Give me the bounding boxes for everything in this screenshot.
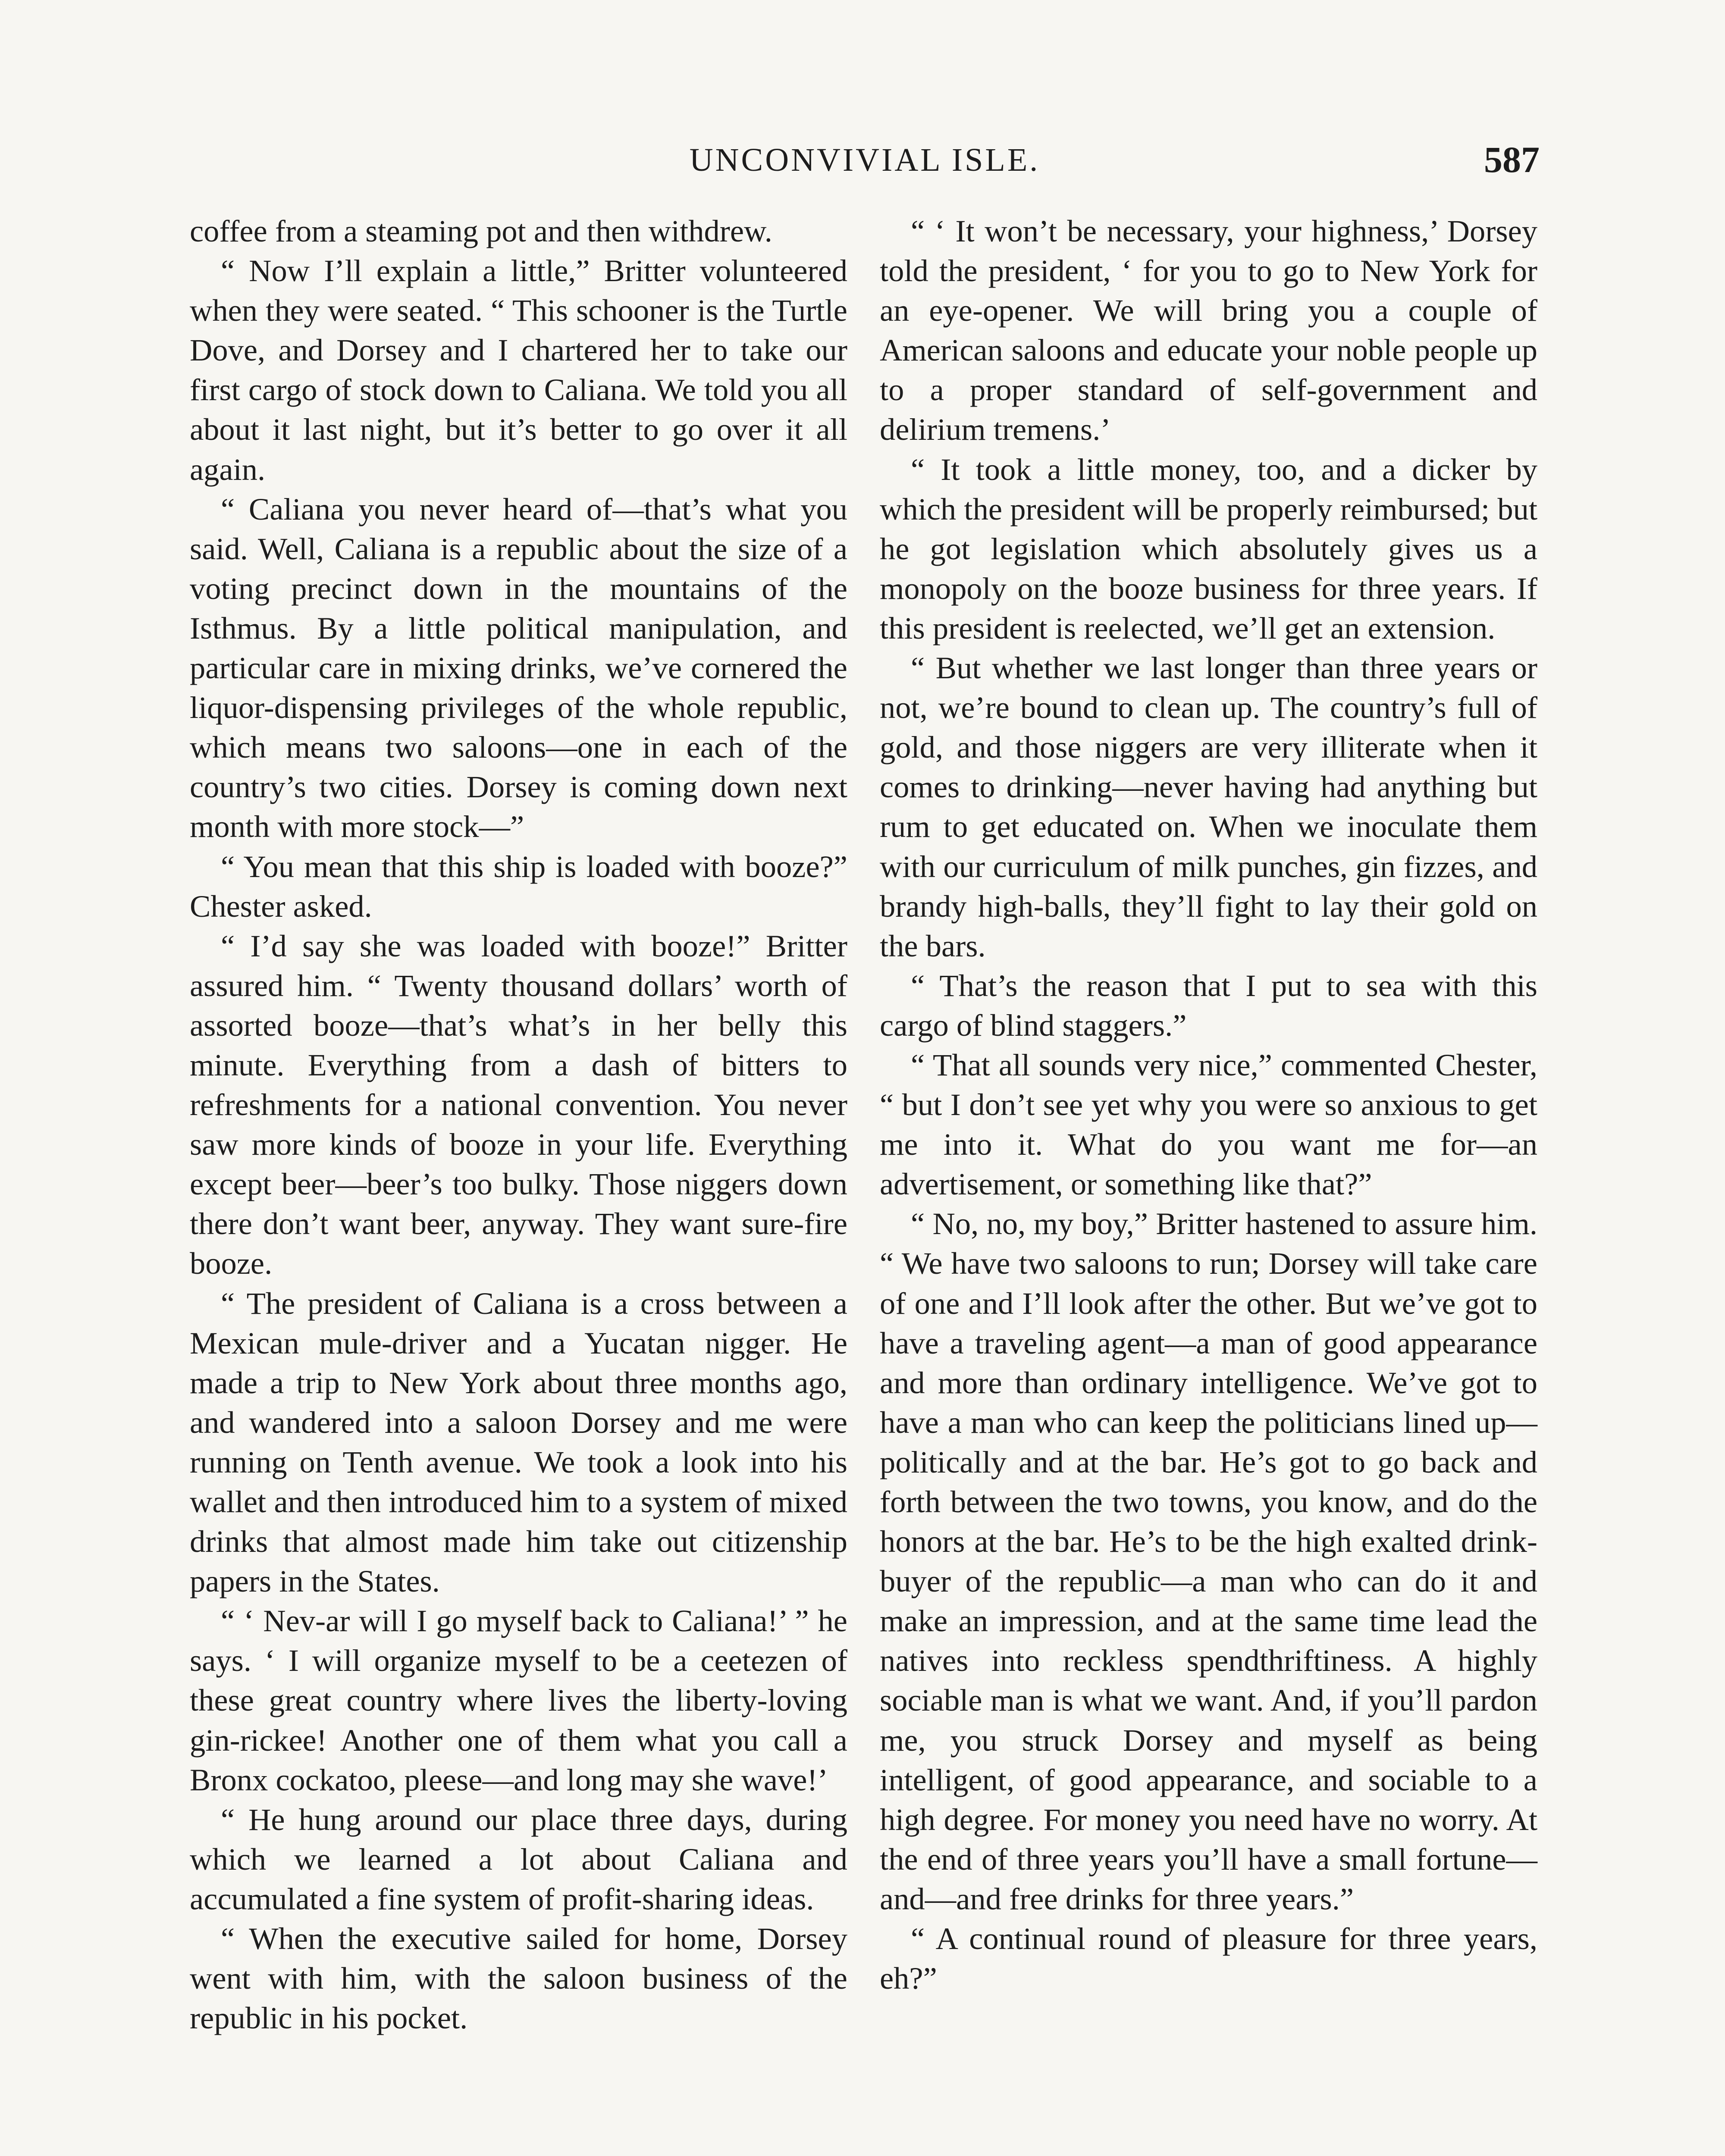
paragraph: “ That all sounds very nice,” commented Chester, “ but I don’t see yet why you were so anxious to get me into it. What do you want me for—an advertisement, or something like that?” xyxy=(880,1047,1537,1202)
paragraph: “ Now I’ll explain a little,” Britter volunteered when they were seated. “ This schooner is the Turtle Dove, and Dorsey and I chartered her to take our first cargo of stock down to Caliana. We told you all about it last night, but it’s better to go over it all again. xyxy=(190,253,847,487)
page-number: 587 xyxy=(1484,139,1540,180)
page-header xyxy=(190,138,1540,185)
paragraph: “ You mean that this ship is loaded with booze?” Chester asked. xyxy=(190,849,847,924)
paragraph: “ No, no, my boy,” Britter hastened to assure him. “ We have two saloons to run; Dorsey will take care of one and I’ll look after the other. But we’ve got to have a traveling agent—a man of good appearance and more than ordinary intelligence. We’ve got to have a man who can keep the politicians lined up—politically and at the bar. He’s got to go back and forth between the two towns, you know, and do the honors at the bar. He’s to be the high exalted drink-buyer of the republic—a man who can do it and make an impression, and at the same time lead the natives into reckless spendthriftiness. A highly sociable man is what we want. And, if you’ll pardon me, you struck Dorsey and myself as being intelligent, of good appearance, and sociable to a high degree. For money you need have no worry. At the end of three years you’ll have a small fortune—and—and free drinks for three years.” xyxy=(880,1206,1537,1916)
paragraph: “ Caliana you never heard of—that’s what you said. Well, Caliana is a republic about the size of a voting precinct down in the mountains of the Isthmus. By a little political manipulation, and particular care in mixing drinks, we’ve cornered the liquor-dispensing privileges of the whole republic, which means two saloons—one in each of the country’s two cities. Dorsey is coming down next month with more stock—” xyxy=(190,491,847,844)
text-column-left xyxy=(190,211,847,2038)
paragraph: “ It took a little money, too, and a dicker by which the president will be properly reimbursed; but he got legislation which absolutely gives us a monopoly on the booze business for three years. If this president is reelected, we’ll get an extension. xyxy=(880,451,1537,646)
paragraph: “ ‘ Nev-ar will I go myself back to Caliana!’ ” he says. ‘ I will organize myself to be a ceetezen of these great country where lives the liberty-loving gin-rickee! Another one of them what you call a Bronx cockatoo, pleese—and long may she wave!’ xyxy=(190,1603,847,1797)
paragraph: “ When the executive sailed for home, Dorsey went with him, with the saloon business of the republic in his pocket. xyxy=(190,1921,847,2036)
text-column-right xyxy=(880,211,1537,1998)
paragraph: “ A continual round of pleasure for three years, eh?” xyxy=(880,1921,1537,1996)
paragraph: “ ‘ It won’t be necessary, your highness,’ Dorsey told the president, ‘ for you to go to New York for an eye-opener. We will bring you a couple of American saloons and educate your noble people up to a proper standard of self-government and delirium tremens.’ xyxy=(880,213,1537,447)
paragraph: “ He hung around our place three days, during which we learned a lot about Caliana and accumulated a fine system of profit-sharing ideas. xyxy=(190,1802,847,1916)
paragraph: “ I’d say she was loaded with booze!” Britter assured him. “ Twenty thousand dollars’ worth of assorted booze—that’s what’s in her belly this minute. Everything from a dash of bitters to refreshments for a national convention. You never saw more kinds of booze in your life. Everything except beer—beer’s too bulky. Those niggers down there don’t want beer, anyway. They want sure-fire booze. xyxy=(190,928,847,1281)
paragraph: “ But whether we last longer than three years or not, we’re bound to clean up. The country’s full of gold, and those niggers are very illiterate when it comes to drinking—never having had anything but rum to get educated on. When we inoculate them with our curriculum of milk punches, gin fizzes, and brandy high-balls, they’ll fight to lay their gold on the bars. xyxy=(880,650,1537,963)
running-title: UNCONVIVIAL ISLE. xyxy=(689,142,1040,178)
paragraph: “ That’s the reason that I put to sea with this cargo of blind staggers.” xyxy=(880,968,1537,1043)
paragraph: “ The president of Caliana is a cross between a Mexican mule-driver and a Yucatan nigger. He made a trip to New York about three months ago, and wandered into a saloon Dorsey and me were running on Tenth avenue. We took a look into his wallet and then introduced him to a system of mixed drinks that almost made him take out citizenship papers in the States. xyxy=(190,1285,847,1599)
paragraph: coffee from a steaming pot and then withdrew. xyxy=(190,213,772,248)
